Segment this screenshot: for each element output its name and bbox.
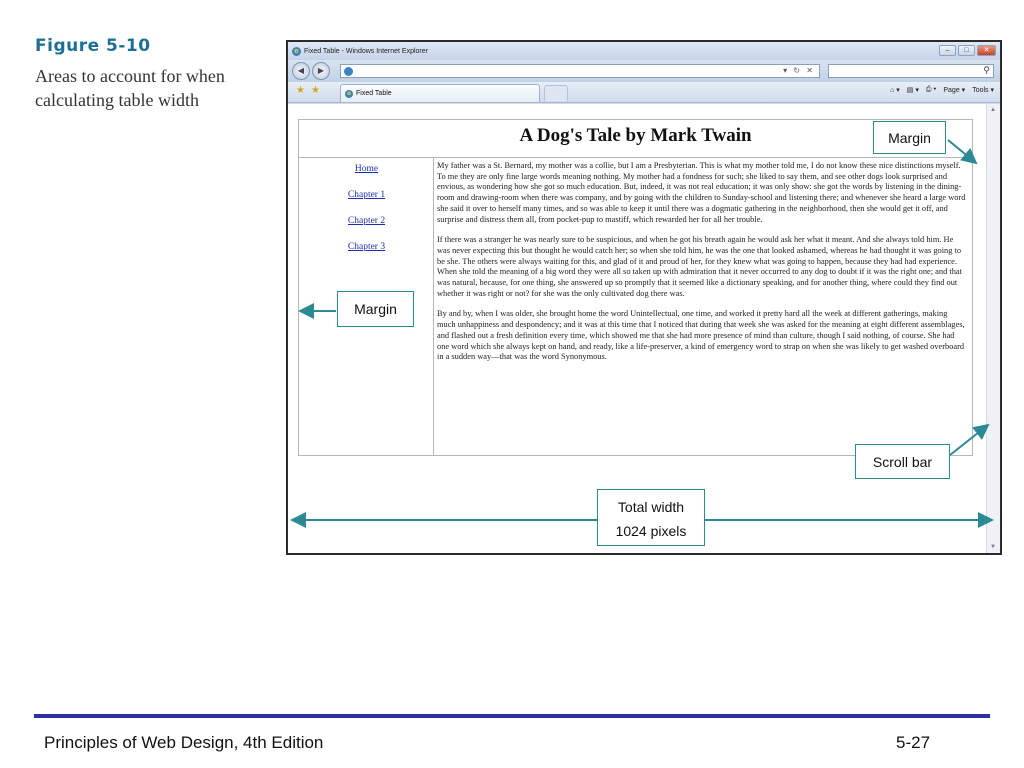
paragraph: My father was a St. Bernard, my mother was a collie, but I am a Presbyterian. This is what my mother told me, I do not know these nice distinctions myself. To me they are only fine large words meaning nothing. My mother had a fondness for such; she liked to say them, and see other dogs look surprised and envious, as wondering how she got so much education. But, indeed, it was not real education; it was only show: she got the words by listening in the dining-room and drawing-room when there was company, and by going with the children to Sunday-school and listening there; and whenever she heard a large word she said it over to herself many times, and so was able to keep it until there was a dogmatic gathering in the neighborhood, then she would get it off, and surprise and distress them all, from pocket-pup to mastiff, which rewarded her for all her trouble. (437, 161, 966, 224)
scroll-bar-callout: Scroll bar (855, 444, 950, 479)
figure-label: Figure 5-10 (35, 36, 151, 56)
scroll-up-icon[interactable]: ▲ (990, 107, 996, 113)
maximize-icon[interactable]: □ (958, 45, 975, 56)
close-icon[interactable]: ✕ (977, 45, 996, 56)
margin-right-callout: Margin (873, 121, 946, 154)
home-icon[interactable]: ⌂ ▾ (890, 87, 900, 94)
feeds-icon[interactable]: ▤ ▾ (906, 87, 919, 94)
margin-left-callout: Margin (337, 291, 414, 327)
nav-link-home[interactable]: Home (354, 164, 379, 174)
nav-link-chapter-1[interactable]: Chapter 1 (347, 190, 386, 200)
search-icon[interactable]: ⚲ (983, 65, 990, 75)
figure-caption: Areas to account for when calculating table width (35, 66, 225, 110)
page-menu[interactable]: Page ▾ (943, 87, 966, 94)
paragraph: By and by, when I was older, she brought home the word Unintellectual, one time, and worked it pretty hard all the week at different gatherings, making much unhappiness and despondency; and it was at this time that I noticed that during that week she was asked for the meaning at eight different assemblages, and flashed out a fresh definition every time, which showed me that she had more presence of mind than culture, though I said nothing, of course. She had one word which she always kept on hand, and ready, like a life-preserver, a kind of emergency word to strap on when she was likely to get washed overboard in a sudden way—that was the word Synonymous. (437, 309, 965, 362)
total-width-line-1: Total width (617, 499, 685, 515)
tools-menu[interactable]: Tools ▾ (972, 87, 994, 94)
footer-page-number: 5-27 (896, 733, 931, 752)
favorites-star-icon[interactable]: ★★ (296, 85, 326, 96)
total-width-line-2: 1024 pixels (615, 523, 687, 539)
nav-link-chapter-3[interactable]: Chapter 3 (347, 242, 386, 252)
total-width-callout (597, 489, 705, 546)
nav-link-chapter-2[interactable]: Chapter 2 (347, 216, 386, 226)
tab-label: Fixed Table (356, 90, 392, 97)
scroll-down-icon[interactable]: ▼ (990, 544, 996, 550)
print-icon[interactable]: ⎙ ▾ (925, 86, 937, 93)
refresh-stop-icons[interactable]: ▾ ↻ ✕ (783, 66, 815, 75)
scroll-bar-arrow (950, 425, 988, 455)
forward-icon[interactable]: ▶ (312, 62, 330, 80)
footer-rule (34, 714, 990, 718)
page-title: A Dog's Tale by Mark Twain (519, 125, 752, 146)
footer-book-title: Principles of Web Design, 4th Edition (44, 733, 324, 752)
tab-ie-icon: e (346, 89, 352, 97)
back-icon[interactable]: ◀ (292, 62, 310, 80)
paragraph: If there was a stranger he was nearly sure to be suspicious, and when he got his breath again he would ask her what it meant. And she always told him. He was never expecting this but thought he would catch her; so when she told him, he was the one that looked ashamed, whereas he had thought it was going to be she. The others were always waiting for this, and glad of it and proud of her, for they knew what was going to happen, because they had had experience. When she told the meaning of a big word they were all so taken up with admiration that it never occurred to any dog to doubt if it was the right one; and that was natural, because, for one thing, she answered up so promptly that it seemed like a dictionary speaking, and for another thing, where could they find out whether it was right or not? for she was the only cultivated dog there was. (437, 235, 962, 298)
ie-logo-icon: e (292, 47, 301, 56)
window-title: Fixed Table - Windows Internet Explorer (304, 47, 428, 55)
margin-right-arrow (948, 140, 976, 163)
minimize-icon[interactable]: – (939, 45, 956, 56)
